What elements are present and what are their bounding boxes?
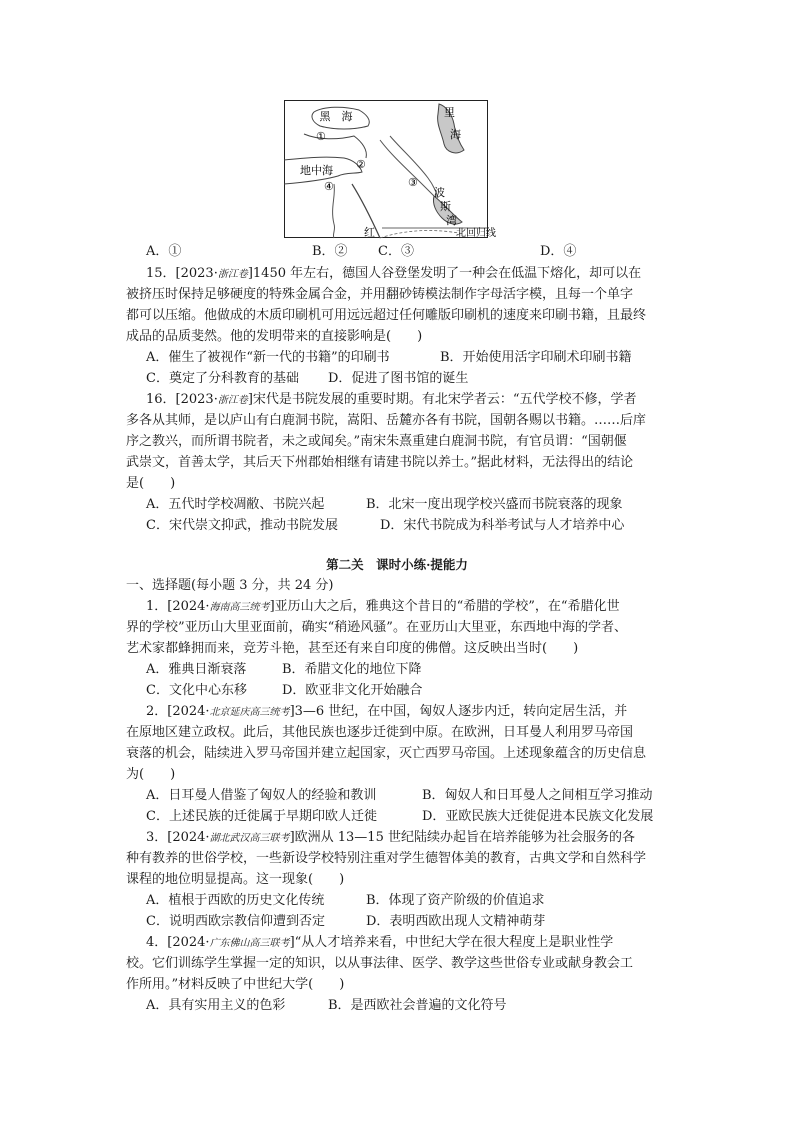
p2-stem-line1 [146, 704, 627, 721]
q16-source: 浙江卷 [217, 395, 248, 406]
q14-option-a[interactable]: A．① [146, 244, 182, 259]
p3-text: ]欧洲从 13—15 世纪陆续办起旨在培养能够为社会服务的各 [289, 830, 635, 845]
p2-option-b[interactable]: B．匈奴人和日耳曼人之间相互学习推动 [422, 788, 653, 803]
p4-stem-line3: 作所用。”材料反映了中世纪大学( ) [126, 977, 345, 992]
p2-stem-line4: 为( ) [126, 767, 176, 782]
q15-number: 15．[2023· [146, 266, 218, 281]
q16-stem-line3: 序之教兴，而所谓书院者，未之或闻矣。”南宋朱熹重建白鹿洞书院，有官员谓：“国朝偃 [126, 434, 627, 449]
p1-option-d[interactable]: D．欧亚非文化开始融合 [282, 683, 423, 698]
p1-option-b[interactable]: B．希腊文化的地位下降 [282, 662, 422, 677]
p3-option-c[interactable]: C．说明西欧宗教信仰遭到否定 [146, 914, 325, 929]
q15-stem-line1 [146, 266, 641, 283]
p4-source: 广东佛山高三联考 [209, 938, 290, 949]
caspian-label-2: 海 [450, 128, 461, 141]
p1-stem-line2: 界的学校”亚历山大里亚面前，确实“稍逊风骚”。在亚历山大里亚，东西地中海的学者、 [126, 620, 627, 635]
p2-number: 2．[2024· [146, 704, 210, 719]
p3-option-a[interactable]: A．植根于西欧的历史文化传统 [146, 893, 325, 908]
q15-stem-line2: 被挤压时保持足够硬度的特殊金属合金，并用翻砂铸模法制作字母活字模，且每一个单字 [126, 287, 634, 302]
p2-stem-line3: 衰落的机会，陆续进入罗马帝国并建立起国家，灭亡西罗马帝国。上述现象蕴含的历史信息 [126, 746, 647, 761]
q16-stem-line5: 是( ) [126, 476, 176, 491]
section-title: 第二关 课时小练·提能力 [326, 557, 468, 572]
persian-label-1: 波 [434, 186, 445, 199]
persian-label-3: 湾 [446, 214, 457, 227]
q16-option-c[interactable]: C．宋代崇文抑武，推动书院发展 [146, 518, 338, 533]
marker-3: ③ [408, 176, 418, 189]
q15-text: ]1450 年左右，德国人谷登堡发明了一种会在低温下熔化，却可以在 [247, 266, 642, 281]
p2-option-a[interactable]: A．日耳曼人借鉴了匈奴人的经验和教训 [146, 788, 377, 803]
q14-option-c[interactable]: C．③ [378, 244, 414, 259]
p2-text: ]3—6 世纪，在中国，匈奴人逐步内迁，转向定居生活，并 [289, 704, 628, 719]
p3-source: 湖北武汉高三联考 [209, 833, 290, 844]
marker-2: ② [356, 158, 366, 171]
mediterranean-label: 地中海 [300, 164, 333, 177]
q15-option-a[interactable]: A．催生了被视作“新一代的书籍”的印刷书 [146, 350, 390, 365]
q16-option-b[interactable]: B．北宋一度出现学校兴盛而书院衰落的现象 [366, 497, 623, 512]
p1-stem-line3: 艺术家都蜂拥而来，竞芳斗艳，甚至还有来自印度的佛僧。这反映出当时( ) [126, 641, 579, 656]
q15-option-c[interactable]: C．奠定了分科教育的基础 [146, 371, 299, 386]
p3-option-d[interactable]: D．表明西欧出现人文精神萌芽 [366, 914, 546, 929]
p1-option-c[interactable]: C．文化中心东移 [146, 683, 247, 698]
p1-source: 海南高三统考 [209, 602, 270, 613]
q16-stem-line2: 多各从其师，是以庐山有白鹿洞书院，嵩阳、岳麓亦各有书院，国朝各赐以书籍。……后庠 [126, 413, 647, 428]
p1-option-a[interactable]: A．雅典日渐衰落 [146, 662, 247, 677]
q15-stem-line3: 都可以压缩。他做成的木质印刷机可用远远超过任何雕版印刷机的速度来印刷书籍，且最终 [126, 308, 647, 323]
p4-number: 4．[2024· [146, 935, 210, 950]
caspian-label-1: 里 [444, 106, 455, 119]
p2-option-c[interactable]: C．上述民族的迁徙属于早期印欧人迁徙 [146, 809, 377, 824]
p4-option-a[interactable]: A．具有实用主义的色彩 [146, 998, 286, 1013]
p4-stem-line2: 校。它们训练学生掌握一定的知识，以从事法律、医学、教学这些世俗专业或献身教会工 [126, 956, 634, 971]
p3-number: 3．[2024· [146, 830, 210, 845]
p4-option-b[interactable]: B．是西欧社会普遍的文化符号 [328, 998, 507, 1013]
red-sea-label: 红 [364, 226, 375, 239]
q16-number: 16．[2023· [146, 392, 218, 407]
p3-stem-line2: 种有教养的世俗学校，一些新设学校特别注重对学生德智体美的教育，古典文学和自然科学 [126, 851, 647, 866]
p4-stem-line1 [146, 935, 613, 952]
p4-text: ]“从人才培养来看，中世纪大学在很大程度上是职业性学 [289, 935, 614, 950]
q15-option-d[interactable]: D．促进了图书馆的诞生 [328, 371, 469, 386]
p3-stem-line1 [146, 830, 635, 847]
p3-stem-line3: 课程的地位明显提高。这一现象( ) [126, 872, 345, 887]
persian-label-2: 斯 [440, 200, 451, 213]
black-sea-label: 黑 海 [319, 110, 353, 123]
p3-option-b[interactable]: B．体现了资产阶级的价值追求 [366, 893, 545, 908]
q15-stem-line4: 成品的品质斐然。他的发明带来的直接影响是( ) [126, 329, 423, 344]
p1-text: ]亚历山大之后，雅典这个昔日的“希腊的学校”，在“希腊化世 [269, 599, 620, 614]
q16-text: ]宋代是书院发展的重要时期。有北宋学者云：“五代学校不修，学者 [247, 392, 637, 407]
p1-number: 1．[2024· [146, 599, 210, 614]
marker-1: ① [316, 130, 326, 143]
map-figure [284, 100, 496, 239]
q16-stem-line1 [146, 392, 637, 409]
q16-option-a[interactable]: A．五代时学校凋敝、书院兴起 [146, 497, 325, 512]
tropic-label: 北回归线 [456, 228, 496, 239]
q14-option-d[interactable]: D．④ [540, 244, 577, 259]
p2-source: 北京延庆高三统考 [209, 707, 290, 718]
section-subtitle: 一、选择题(每小题 3 分，共 24 分) [126, 578, 334, 593]
p2-stem-line2: 在原地区建立政权。此后，其他民族也逐步迁徙到中原。在欧洲，日耳曼人利用罗马帝国 [126, 725, 634, 740]
q15-source: 浙江卷 [217, 269, 248, 280]
p1-stem-line1 [146, 599, 620, 616]
q15-option-b[interactable]: B．开始使用活字印刷术印刷书籍 [440, 350, 632, 365]
marker-4: ④ [324, 180, 334, 193]
p2-option-d[interactable]: D．亚欧民族大迁徙促进本民族文化发展 [422, 809, 654, 824]
q14-option-b[interactable]: B．② [312, 244, 348, 259]
q16-stem-line4: 武崇文，首善太学，其后天下州郡始相继有请建书院以养士。”据此材料，无法得出的结论 [126, 455, 634, 470]
q16-option-d[interactable]: D．宋代书院成为科举考试与人才培养中心 [380, 518, 625, 533]
